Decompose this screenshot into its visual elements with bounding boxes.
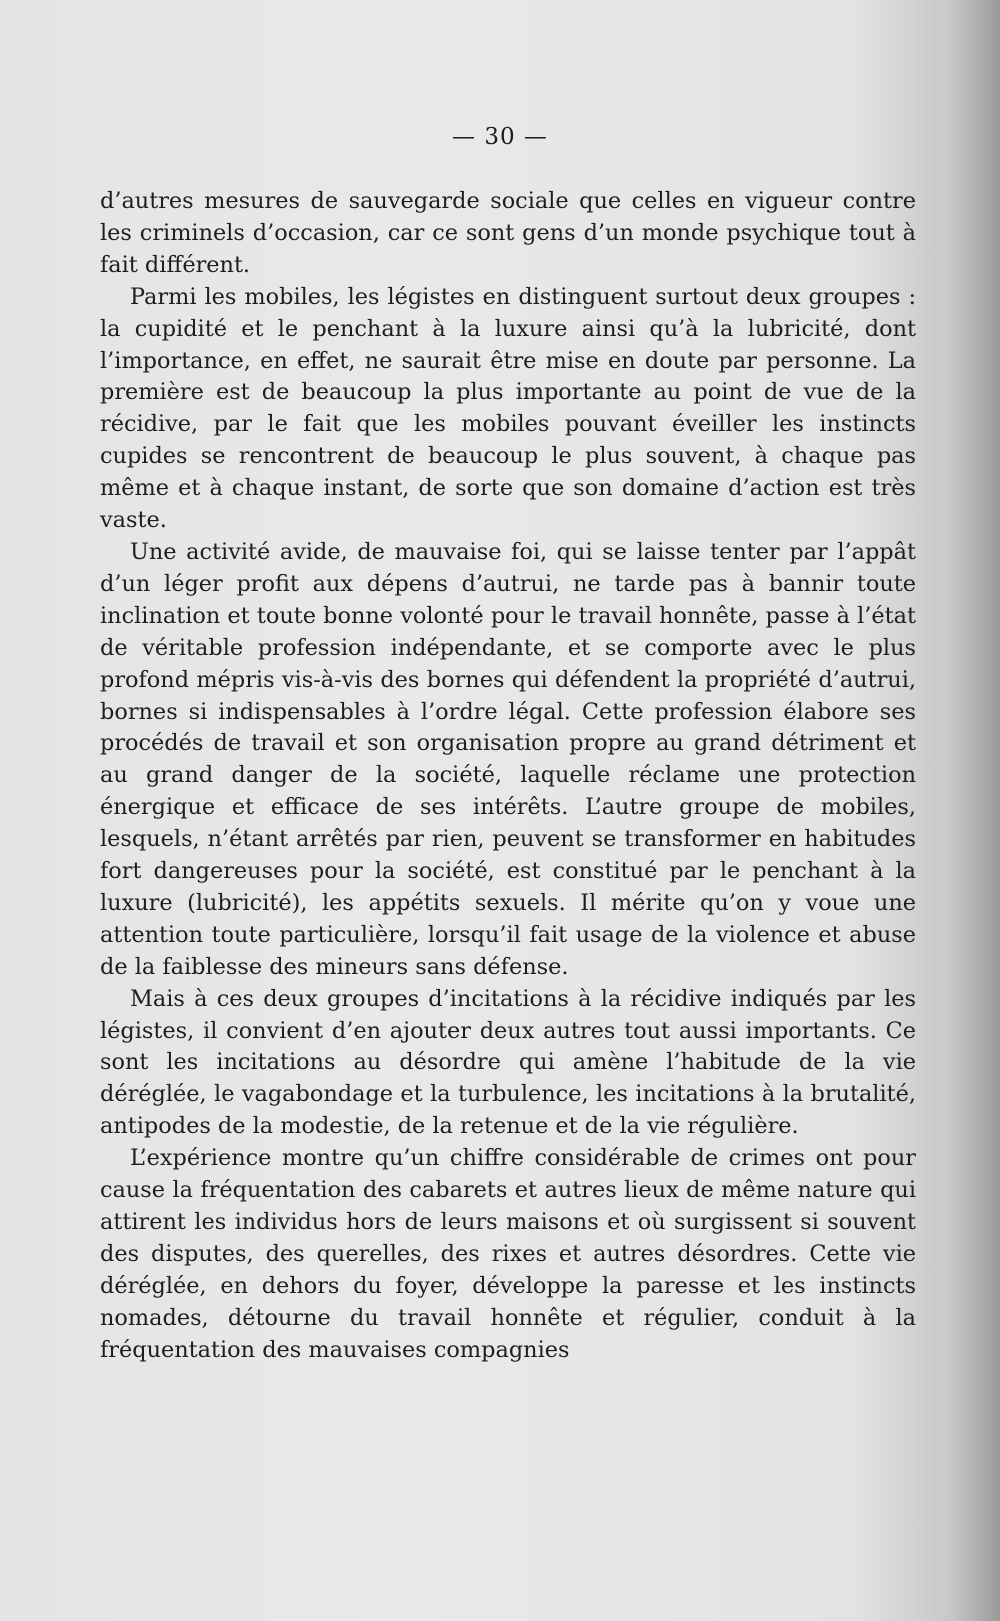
paragraph-activite-avide: Une activité avide, de mauvaise foi, qui se laisse tenter par l’appât d’un léger profit aux dépens d’autrui, ne tarde pas à bannir toute inclination et toute bonne volonté pour le travail honnête, passe à l’état de véritable profession indépendante, et se comporte avec le plus profond mépris vis-à-vis des bornes qui défendent la propriété d’autrui, bornes si indispensables à l’ordre légal. Cette profession élabore ses procédés de travail et son organisation propre au grand détriment et au grand danger de la société, laquelle réclame une protection énergique et efficace de ses intérêts. L’autre groupe de mobiles, lesquels, n’étant arrêtés par rien, peuvent se transformer en habitudes fort dangereuses pour la société, est constitué par le penchant à la luxure (lubricité), les appétits sexuels. Il mérite qu’on y voue une attention toute particulière, lorsqu’il fait usage de la violence et abuse de la faiblesse des mineurs sans défense.: [100, 538, 916, 980]
page-number: — 30 —: [452, 124, 548, 150]
paragraph-experience: L’expérience montre qu’un chiffre considérable de crimes ont pour cause la fréquentation des cabarets et autres lieux de même nature qui attirent les individus hors de leurs maisons et où surgissent si souvent des disputes, des querelles, des rixes et autres désordres. Cette vie déréglée, en dehors du foyer, développe la paresse et les instincts nomades, détourne du travail honnête et régulier, conduit à la fréquentation des mauvaises compagnies: [100, 1145, 916, 1363]
paragraph-incitations: Mais à ces deux groupes d’incitations à la récidive indiqués par les légistes, il convient d’en ajouter deux autres tout aussi importants. Ce sont les incitations au désordre qui amène l’habitude de la vie déréglée, le vagabondage et la turbulence, les incitations à la brutalité, antipodes de la modestie, de la retenue et de la vie régulière.: [100, 985, 916, 1140]
body-text: [100, 186, 916, 1367]
paragraph-continued: d’autres mesures de sauvegarde sociale que celles en vigueur contre les criminels d’occasion, car ce sont gens d’un monde psychique tout à fait différent.: [100, 188, 916, 278]
paragraph-mobiles: Parmi les mobiles, les légistes en distinguent surtout deux groupes : la cupidité et le penchant à la luxure ainsi qu’à la lubricité, dont l’importance, en effet, ne saurait être mise en doute par personne. La première est de beaucoup la plus importante au point de vue de la récidive, par le fait que les mobiles pouvant éveiller les instincts cupides se rencontrent de beaucoup le plus souvent, à chaque pas même et à chaque instant, de sorte que son domaine d’action est très vaste.: [100, 283, 916, 534]
